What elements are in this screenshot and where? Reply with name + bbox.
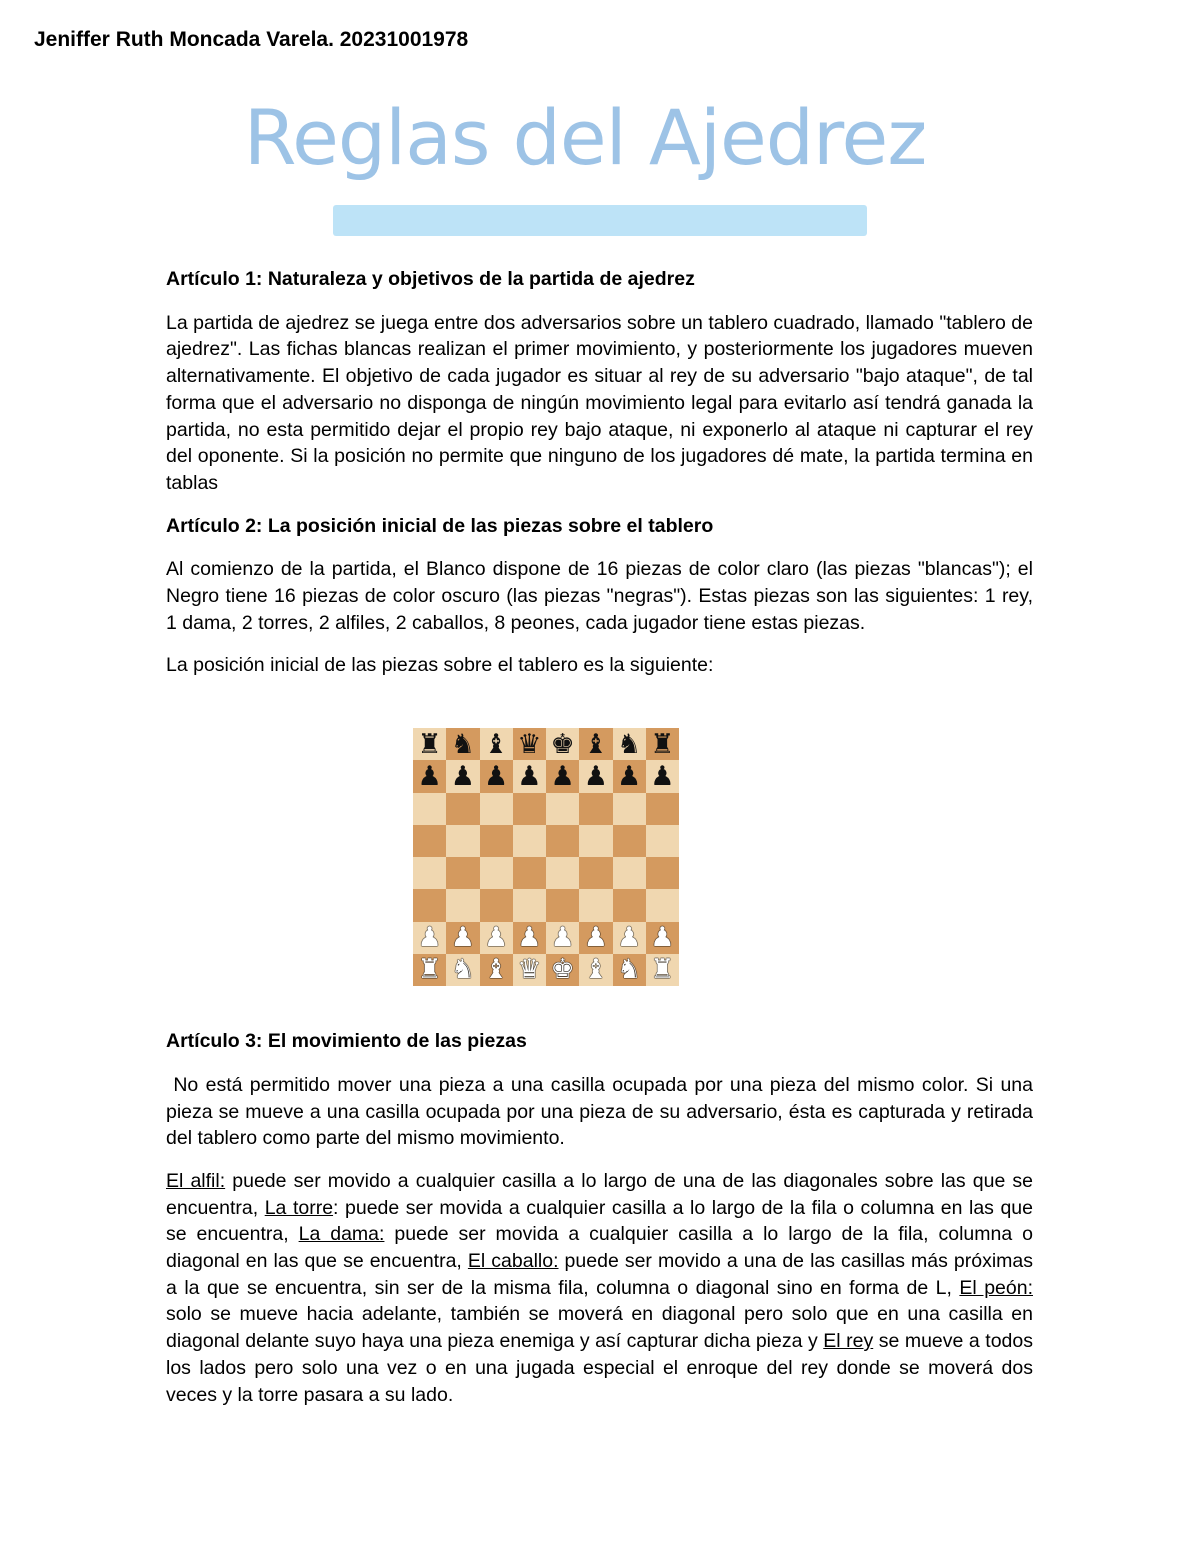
board-square (579, 922, 612, 954)
black-bishop-icon: ♝ (583, 728, 608, 760)
board-square (446, 760, 479, 792)
white-pawn-icon: ♟ (450, 922, 475, 954)
chessboard-initial-position (413, 728, 679, 986)
article-1-body: La partida de ajedrez se juega entre dos adversarios sobre un tablero cuadrado, llamado "tablero de ajedrez". Las fichas blancas realizan el primer movimiento, y posteriormente los jugadores mueven alternativamente. El objetivo de cada jugador es situar al rey de su adversario "bajo ataque", de tal forma que el adversario no disponga de ningún movimiento legal para evitarlo así tendrá ganada la partida, no esta permitido dejar el propio rey bajo ataque, ni exponerlo al ataque ni capturar el rey del oponente. Si la posición no permite que ninguno de los jugadores dé mate, la partida termina en tablas (166, 311, 1033, 494)
white-king-icon: ♚ (550, 954, 575, 986)
white-knight-icon: ♞ (450, 954, 475, 986)
board-square (413, 728, 446, 760)
board-square (413, 760, 446, 792)
board-square (480, 889, 513, 921)
board-square (446, 793, 479, 825)
alfil-text: puede ser movido a cualquier casilla a lo largo de una de las diagonales sobre las que se encuentra, (166, 1169, 1034, 1219)
article-2-board-intro: La posición inicial de las piezas sobre el tablero es la siguiente: (166, 654, 714, 677)
black-rook-icon: ♜ (417, 728, 442, 760)
board-square (413, 954, 446, 986)
board-square (513, 922, 546, 954)
article-3-heading: Artículo 3: El movimiento de las piezas (166, 1030, 527, 1053)
board-square (579, 954, 612, 986)
caballo-text: puede ser movido a una de las casillas más próximas a la que se encuentra, sin ser de la misma fila, columna o diagonal sino en forma de L, (166, 1250, 1034, 1299)
white-rook-icon: ♜ (650, 954, 675, 986)
rey-text: se mueve a todos los lados pero solo una vez o en una jugada especial el enroque del rey donde se moverá dos veces y la torre pasara a su lado. (166, 1330, 1033, 1406)
black-pawn-icon: ♟ (450, 760, 475, 792)
black-knight-icon: ♞ (617, 728, 642, 760)
board-square (413, 825, 446, 857)
white-pawn-icon: ♟ (650, 922, 675, 954)
rey-label: El rey (823, 1330, 874, 1353)
white-pawn-icon: ♟ (417, 922, 442, 954)
white-pawn-icon: ♟ (583, 922, 608, 954)
board-square (613, 793, 646, 825)
peon-label: El peón: (959, 1276, 1033, 1299)
black-pawn-icon: ♟ (417, 760, 442, 792)
board-square (613, 954, 646, 986)
board-square (613, 760, 646, 792)
black-queen-icon: ♛ (517, 728, 542, 760)
board-square (546, 857, 579, 889)
alfil-label: El alfil: (166, 1169, 226, 1192)
board-square (646, 922, 679, 954)
white-knight-icon: ♞ (617, 954, 642, 986)
caballo-label: El caballo: (467, 1250, 559, 1273)
board-square (646, 857, 679, 889)
black-pawn-icon: ♟ (583, 760, 608, 792)
board-square (579, 760, 612, 792)
board-square (446, 728, 479, 760)
board-square (513, 760, 546, 792)
board-square (413, 889, 446, 921)
board-square (513, 857, 546, 889)
board-square (646, 728, 679, 760)
white-bishop-icon: ♝ (583, 954, 608, 986)
board-square (579, 728, 612, 760)
board-square (613, 889, 646, 921)
title-underline-bar (333, 205, 867, 236)
article-1-heading: Artículo 1: Naturaleza y objetivos de la partida de ajedrez (166, 268, 695, 290)
article-2-body: Al comienzo de la partida, el Blanco dispone de 16 piezas de color claro (las piezas "blancas"); el Negro tiene 16 piezas de color oscuro (las piezas "negras"). Estas piezas son las siguientes: 1 rey, 1 dama, 2 torres, 2 alfiles, 2 caballos, 8 peones, cada jugador tiene estas piezas. (166, 558, 1033, 634)
board-square (546, 889, 579, 921)
author-name: Jeniffer Ruth Moncada Varela. 20231001978 (34, 28, 469, 51)
board-square (513, 728, 546, 760)
board-square (579, 857, 612, 889)
white-bishop-icon: ♝ (484, 954, 509, 986)
board-square (579, 825, 612, 857)
white-pawn-icon: ♟ (517, 922, 542, 954)
black-knight-icon: ♞ (450, 728, 475, 760)
board-square (513, 889, 546, 921)
document-title: Reglas del Ajedrez (243, 93, 927, 182)
article-2-heading: Artículo 2: La posición inicial de las piezas sobre el tablero (166, 514, 714, 537)
black-pawn-icon: ♟ (484, 760, 509, 792)
board-square (446, 954, 479, 986)
white-pawn-icon: ♟ (484, 922, 509, 954)
dama-text: puede ser movida a cualquier casilla a lo largo de la fila, columna o diagonal en las que se encuentra, (166, 1223, 1033, 1273)
board-square (480, 954, 513, 986)
article-3-piece-moves (166, 1168, 1033, 1408)
board-square (646, 889, 679, 921)
black-pawn-icon: ♟ (650, 760, 675, 792)
board-square (413, 857, 446, 889)
black-pawn-icon: ♟ (550, 760, 575, 792)
board-square (613, 825, 646, 857)
black-pawn-icon: ♟ (617, 760, 642, 792)
board-square (579, 889, 612, 921)
board-square (446, 889, 479, 921)
black-bishop-icon: ♝ (484, 728, 509, 760)
article-3-body: No está permitido mover una pieza a una casilla ocupada por una pieza del mismo color. Si una pieza se mueve a una casilla ocupada por una pieza de su adversario, ésta es capturada y retirada del tablero como parte del mismo movimiento. (166, 1073, 1039, 1150)
board-square (413, 793, 446, 825)
board-square (480, 760, 513, 792)
black-rook-icon: ♜ (650, 728, 675, 760)
dama-label: La dama: (298, 1223, 385, 1246)
board-square (480, 857, 513, 889)
board-square (613, 857, 646, 889)
board-square (446, 825, 479, 857)
board-square (579, 793, 612, 825)
torre-label: La torre (264, 1196, 334, 1219)
board-square (513, 825, 546, 857)
board-square (446, 857, 479, 889)
board-square (646, 954, 679, 986)
black-king-icon: ♚ (550, 728, 575, 760)
white-pawn-icon: ♟ (617, 922, 642, 954)
board-square (513, 954, 546, 986)
board-square (613, 922, 646, 954)
board-square (480, 793, 513, 825)
board-square (546, 793, 579, 825)
white-queen-icon: ♛ (517, 954, 542, 986)
board-square (546, 954, 579, 986)
board-square (546, 728, 579, 760)
torre-text: : puede ser movida a cualquier casilla a lo largo de la fila o columna en las que se encuentra, (166, 1196, 1033, 1246)
board-square (446, 922, 479, 954)
board-square (546, 760, 579, 792)
board-square (613, 728, 646, 760)
board-square (413, 922, 446, 954)
board-square (646, 793, 679, 825)
peon-text: solo se mueve hacia adelante, también se moverá en diagonal pero solo que en una casilla en diagonal delante suyo haya una pieza enemiga y así capturar dicha pieza y (166, 1303, 1033, 1353)
white-rook-icon: ♜ (417, 954, 442, 986)
board-square (646, 825, 679, 857)
board-square (480, 825, 513, 857)
board-square (480, 728, 513, 760)
white-pawn-icon: ♟ (550, 922, 575, 954)
black-pawn-icon: ♟ (517, 760, 542, 792)
board-square (480, 922, 513, 954)
board-square (546, 825, 579, 857)
board-square (513, 793, 546, 825)
board-square (546, 922, 579, 954)
board-square (646, 760, 679, 792)
